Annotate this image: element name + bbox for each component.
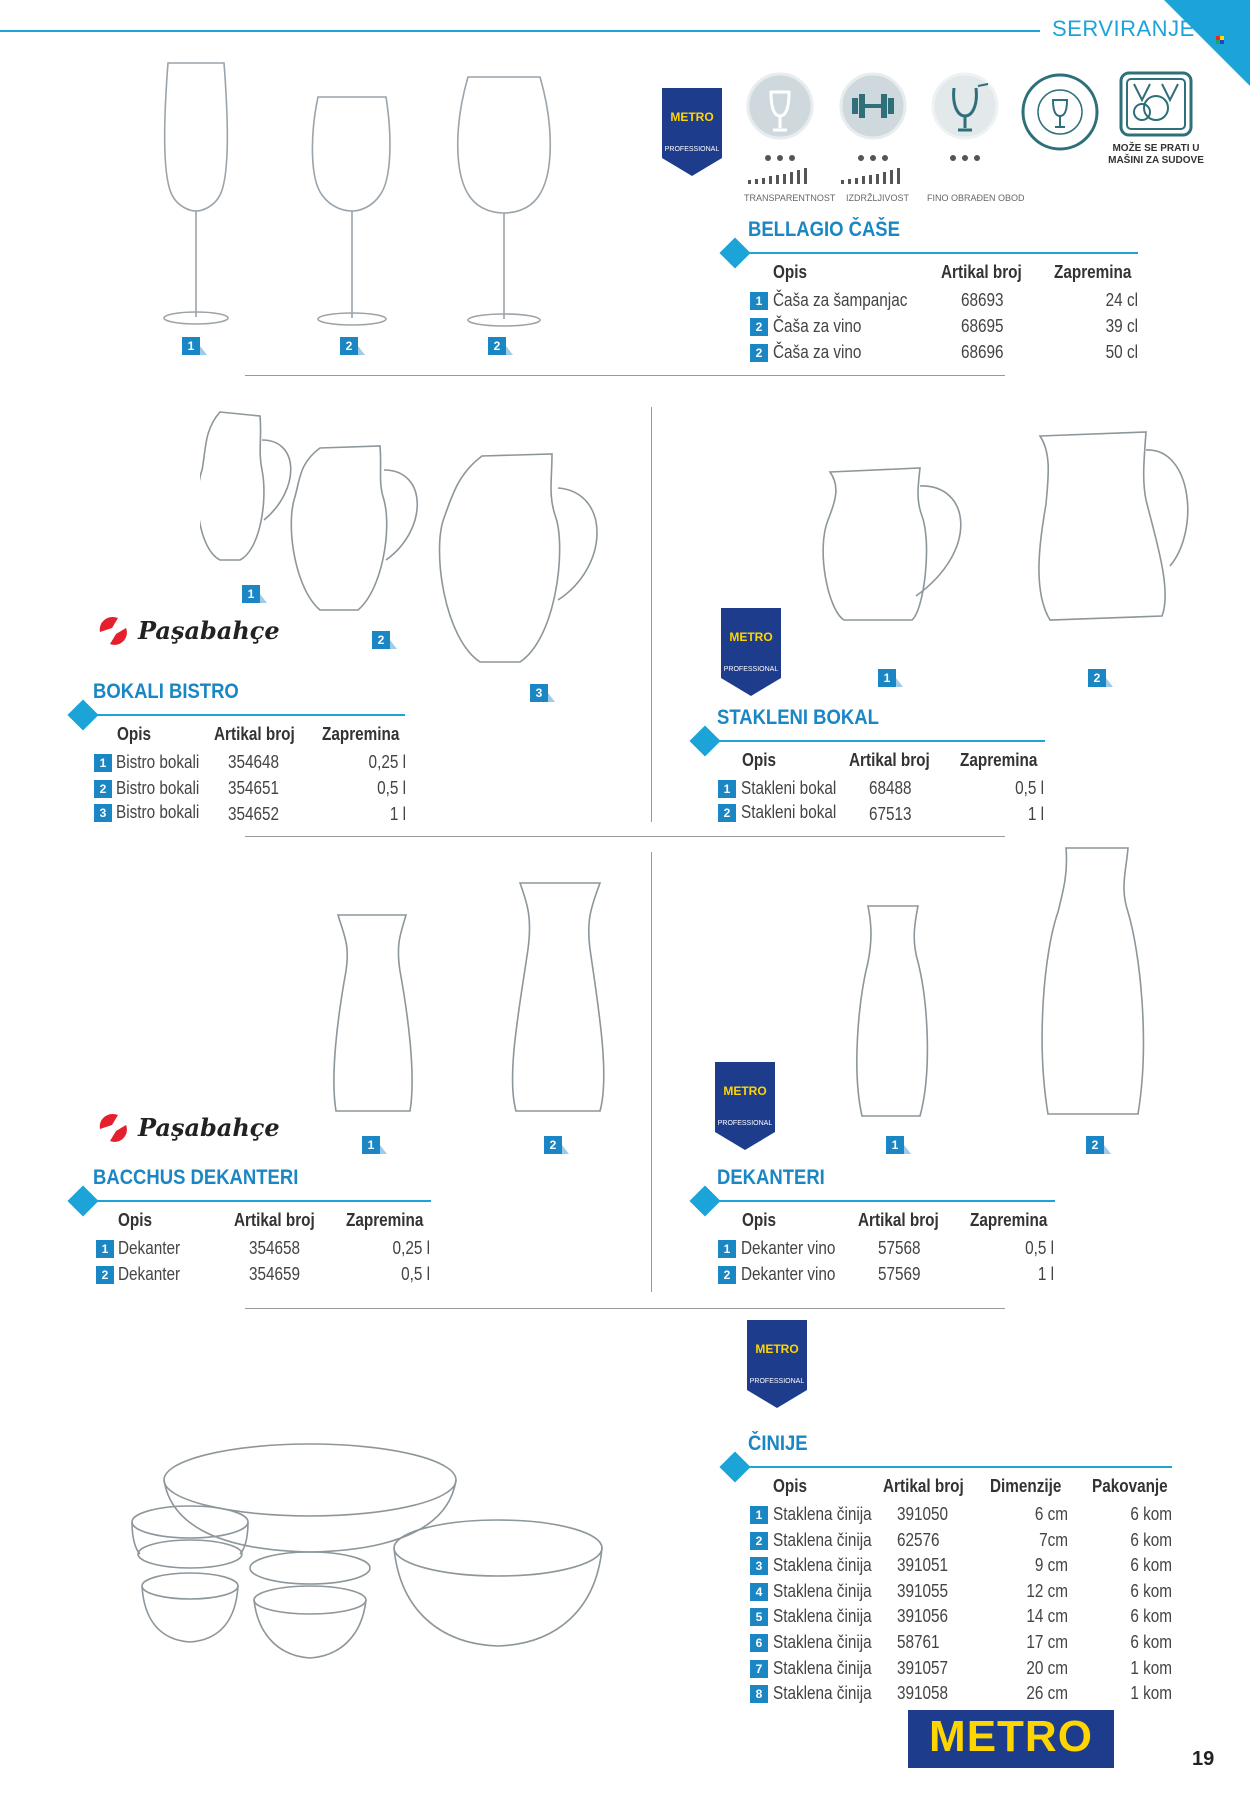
rim-label: FINO OBRAĐEN OBOD: [927, 193, 1025, 203]
bistro-rule: [93, 714, 405, 716]
metro-badge-sub: PROFESSIONAL: [664, 146, 720, 153]
row-artikal: 354651: [228, 778, 280, 798]
metro-badge-sub: PROFESSIONAL: [717, 1120, 773, 1127]
bacchus-decanters-image: [320, 875, 610, 1120]
row-opis: Dekanter vino: [741, 1264, 836, 1284]
row-pakovanje: 6 kom: [1130, 1632, 1172, 1652]
row-opis: Bistro bokali: [116, 752, 200, 772]
metro-badge-label: METRO: [670, 110, 714, 124]
tag-bellagio-2: 2: [340, 337, 358, 355]
tag-bistro-1: 1: [242, 585, 260, 603]
row-number: 7: [750, 1660, 768, 1678]
stakleni-title: STAKLENI BOKAL: [717, 706, 879, 729]
col-header-opis: Opis: [773, 262, 808, 282]
row-artikal: 58761: [897, 1632, 940, 1652]
row-opis: Dekanter: [118, 1238, 181, 1258]
row-artikal: 391056: [897, 1606, 949, 1627]
row-opis: Staklena činija: [773, 1529, 872, 1550]
row-number: 2: [750, 344, 768, 362]
bellagio-diamond: [719, 237, 750, 268]
col-header-opis: Opis: [117, 724, 152, 744]
row-artikal: 391057: [897, 1657, 949, 1678]
col-header-artikal: Artikal broj: [234, 1210, 315, 1230]
row-number: 2: [750, 1532, 768, 1550]
row-zapremina: 0,5 l: [1025, 1238, 1054, 1258]
row-opis: Dekanter: [118, 1264, 181, 1284]
col-header-opis: Opis: [773, 1476, 808, 1496]
metro-professional-badge: [713, 1062, 777, 1152]
cinije-title: ČINIJE: [748, 1432, 808, 1455]
row-opis: Stakleni bokal: [741, 778, 837, 798]
row-pakovanje: 6 kom: [1130, 1580, 1172, 1601]
row-number: 4: [750, 1583, 768, 1601]
col-header-opis: Opis: [118, 1210, 153, 1230]
row-zapremina: 1 l: [389, 804, 406, 824]
row-number: 1: [750, 1506, 768, 1524]
row-dimenzije: 26 cm: [1026, 1683, 1068, 1704]
row-artikal: 354658: [249, 1238, 301, 1258]
row-zapremina: 0,5 l: [401, 1264, 430, 1284]
metro-professional-badge: [660, 88, 724, 178]
crystalline-glass-icon: [1020, 72, 1100, 152]
row-artikal: 354659: [249, 1264, 301, 1284]
row-number: 1: [718, 780, 736, 798]
row-number: 1: [94, 754, 112, 772]
row-dimenzije: 20 cm: [1026, 1657, 1068, 1678]
row-number: 2: [94, 780, 112, 798]
row-number: 8: [750, 1685, 768, 1703]
row-pakovanje: 1 kom: [1130, 1657, 1172, 1678]
section-divider: [245, 836, 1005, 837]
row-dimenzije: 6 cm: [1034, 1504, 1068, 1524]
row-artikal: 391058: [897, 1683, 949, 1704]
transparency-label: TRANSPARENTNOST: [744, 193, 836, 203]
pasabahce-logo-icon: [96, 1111, 132, 1145]
tag-bellagio-3: 2: [488, 337, 506, 355]
durability-icon: [838, 70, 908, 190]
row-pakovanje: 6 kom: [1130, 1606, 1172, 1627]
row-artikal: 354652: [228, 804, 280, 824]
col-header-zapremina: Zapremina: [322, 724, 400, 744]
cinije-rule: [748, 1466, 1172, 1468]
tag-dekanteri-1: 1: [886, 1136, 904, 1154]
col-header-pakovanje: Pakovanje: [1092, 1476, 1168, 1496]
row-artikal: 68488: [869, 778, 912, 798]
row-opis: Staklena činija: [773, 1683, 872, 1704]
row-number: 3: [750, 1557, 768, 1575]
row-zapremina: 39 cl: [1105, 316, 1138, 336]
row-opis: Stakleni bokal: [741, 802, 837, 822]
row-zapremina: 24 cl: [1105, 290, 1138, 310]
row-number: 1: [718, 1240, 736, 1258]
tag-stakleni-2: 2: [1088, 669, 1106, 687]
row-opis: Bistro bokali: [116, 778, 200, 798]
row-zapremina: 1 l: [1027, 804, 1044, 824]
row-opis: Čaša za vino: [773, 316, 862, 336]
row-pakovanje: 1 kom: [1130, 1683, 1172, 1704]
transparency-icon: [745, 70, 815, 190]
row-number: 1: [750, 292, 768, 310]
row-artikal: 391050: [897, 1504, 949, 1524]
stakleni-diamond: [689, 725, 720, 756]
section-title: SERVIRANJE: [1046, 16, 1201, 42]
row-artikal: 62576: [897, 1529, 940, 1550]
row-opis: Čaša za šampanjac: [773, 290, 908, 310]
col-header-zapremina: Zapremina: [1054, 262, 1132, 282]
dekanteri-decanters-image: [848, 842, 1148, 1122]
row-opis: Staklena činija: [773, 1555, 872, 1576]
metro-professional-badge: [745, 1320, 809, 1410]
row-zapremina: 0,25 l: [392, 1238, 430, 1258]
pasabahce-logo-text: Paşabahçe: [138, 1113, 280, 1142]
dekanteri-title: DEKANTERI: [717, 1166, 825, 1189]
row-zapremina: 0,5 l: [1015, 778, 1044, 798]
section-divider: [245, 1308, 1005, 1309]
metro-logo-text: METRO: [929, 1712, 1093, 1761]
row-opis: Čaša za vino: [773, 342, 862, 362]
section-divider: [245, 375, 1005, 376]
tag-bistro-3: 3: [530, 684, 548, 702]
glass-bowls-image: [120, 1440, 620, 1700]
tag-bistro-2: 2: [372, 631, 390, 649]
metro-badge-label: METRO: [729, 630, 773, 644]
row-artikal: 68695: [961, 316, 1004, 336]
bacchus-rule: [93, 1200, 431, 1202]
col-header-zapremina: Zapremina: [960, 750, 1038, 770]
col-header-artikal: Artikal broj: [214, 724, 295, 744]
cinije-diamond: [719, 1451, 750, 1482]
row-number: 1: [96, 1240, 114, 1258]
stakleni-rule: [717, 740, 1045, 742]
col-header-artikal: Artikal broj: [849, 750, 930, 770]
col-header-opis: Opis: [742, 1210, 777, 1230]
tag-bacchus-1: 1: [362, 1136, 380, 1154]
dishwasher-icon: [1118, 70, 1194, 138]
row-dimenzije: 9 cm: [1034, 1555, 1068, 1576]
wine-glasses-image: [150, 55, 570, 335]
header-rule: [0, 30, 1040, 32]
row-zapremina: 1 l: [1037, 1264, 1054, 1284]
row-number: 2: [718, 804, 736, 822]
tag-bellagio-1: 1: [182, 337, 200, 355]
durability-label: IZDRŽLJIVOST: [846, 193, 910, 203]
row-pakovanje: 6 kom: [1130, 1529, 1172, 1550]
metro-badge-label: METRO: [723, 1084, 767, 1098]
row-pakovanje: 6 kom: [1130, 1504, 1172, 1524]
metro-badge-sub: PROFESSIONAL: [749, 1378, 805, 1385]
row-opis: Staklena činija: [773, 1504, 872, 1524]
metro-professional-badge: [719, 608, 783, 698]
col-header-dimenzije: Dimenzije: [990, 1476, 1062, 1496]
row-number: 2: [718, 1266, 736, 1284]
pasabahce-logo-icon: [96, 614, 132, 648]
rim-icon: [930, 70, 1000, 170]
color-dots-icon: [1216, 36, 1224, 44]
row-artikal: 391051: [897, 1555, 949, 1576]
row-artikal: 57569: [878, 1264, 921, 1284]
row-number: 2: [96, 1266, 114, 1284]
row-pakovanje: 6 kom: [1130, 1555, 1172, 1576]
row-number: 5: [750, 1608, 768, 1626]
row-dimenzije: 14 cm: [1026, 1606, 1068, 1627]
tag-stakleni-1: 1: [878, 669, 896, 687]
col-header-opis: Opis: [742, 750, 777, 770]
row-artikal: 57568: [878, 1238, 921, 1258]
dekanteri-rule: [717, 1200, 1055, 1202]
row-artikal: 68696: [961, 342, 1004, 362]
stakleni-jugs-image: [820, 420, 1210, 660]
row-artikal: 68693: [961, 290, 1004, 310]
dekanteri-diamond: [689, 1185, 720, 1216]
row-opis: Staklena činija: [773, 1632, 872, 1652]
col-header-artikal: Artikal broj: [858, 1210, 939, 1230]
row-artikal: 391055: [897, 1580, 949, 1601]
row-artikal: 354648: [228, 752, 280, 772]
tag-dekanteri-2: 2: [1086, 1136, 1104, 1154]
col-header-artikal: Artikal broj: [883, 1476, 964, 1496]
row-zapremina: 0,25 l: [368, 752, 406, 772]
row-dimenzije: 7cm: [1039, 1529, 1068, 1550]
bacchus-title: BACCHUS DEKANTERI: [93, 1166, 299, 1189]
col-header-artikal: Artikal broj: [941, 262, 1022, 282]
bellagio-title: BELLAGIO ČAŠE: [748, 218, 900, 241]
page-number: 19: [1192, 1748, 1215, 1770]
vertical-divider: [651, 407, 652, 822]
col-header-zapremina: Zapremina: [970, 1210, 1048, 1230]
row-number: 3: [94, 804, 112, 822]
row-zapremina: 50 cl: [1105, 342, 1138, 362]
row-dimenzije: 17 cm: [1026, 1632, 1068, 1652]
metro-badge-label: METRO: [755, 1342, 799, 1356]
bistro-title: BOKALI BISTRO: [93, 680, 239, 703]
row-dimenzije: 12 cm: [1026, 1580, 1068, 1601]
row-opis: Bistro bokali: [116, 802, 200, 822]
row-zapremina: 0,5 l: [377, 778, 406, 798]
row-opis: Dekanter vino: [741, 1238, 836, 1258]
row-number: 2: [750, 318, 768, 336]
metro-badge-sub: PROFESSIONAL: [723, 666, 779, 673]
row-artikal: 67513: [869, 804, 912, 824]
tag-bacchus-2: 2: [544, 1136, 562, 1154]
vertical-divider: [651, 852, 652, 1292]
dishwasher-label: MOŽE SE PRATI U MAŠINI ZA SUDOVE: [1108, 143, 1204, 166]
row-opis: Staklena činija: [773, 1606, 872, 1627]
col-header-zapremina: Zapremina: [346, 1210, 424, 1230]
row-opis: Staklena činija: [773, 1657, 872, 1678]
bellagio-rule: [748, 252, 1138, 254]
pasabahce-logo-text: Paşabahçe: [138, 616, 280, 645]
row-opis: Staklena činija: [773, 1580, 872, 1601]
row-number: 6: [750, 1634, 768, 1652]
